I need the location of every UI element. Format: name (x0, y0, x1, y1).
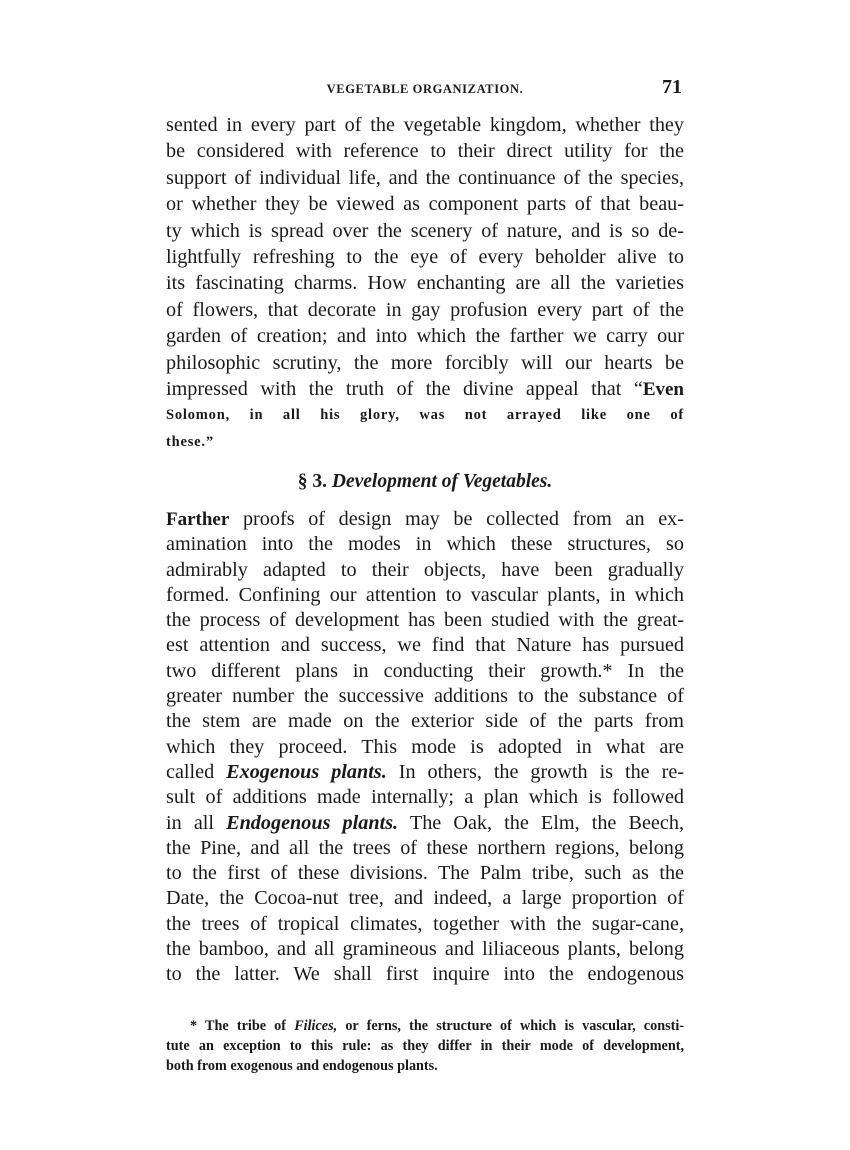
text-line-rest: proofs of design may be collected from an ex- (229, 508, 684, 530)
text-span: * The tribe of (190, 1018, 295, 1034)
footnote (166, 1016, 684, 1076)
text-line-lead: impressed with the truth of the divine appeal that “ (166, 377, 643, 400)
text-span: In others, the growth is the re- (386, 760, 684, 783)
text-line: two different plans in conducting their growth.* In the (166, 659, 684, 682)
text-line: be considered with reference to their direct utility for the (166, 140, 684, 163)
text-line: est attention and success, we find that Nature has pursued (166, 634, 684, 657)
text-span: or ferns, the structure of which is vascular, consti- (337, 1018, 684, 1034)
text-span: in all (166, 811, 227, 834)
text-line: ty which is spread over the scenery of nature, and is so de- (166, 219, 684, 242)
text-line: to the latter. We shall first inquire into the endogenous (166, 963, 684, 986)
paragraph-1 (166, 112, 684, 455)
text-line: the process of development has been studied with the great- (166, 609, 684, 632)
section-title: Development of Vegetables. (331, 471, 553, 492)
drop-lead-word: Farther (166, 509, 230, 530)
text-line: its fascinating charms. How enchanting are all the varieties (166, 272, 684, 295)
text-line: philosophic scrutiny, the more forcibly will our hearts be (166, 351, 684, 374)
text-line: greater number the successive additions to the substance of (166, 685, 684, 708)
running-head (166, 76, 684, 102)
text-line: to the first of these divisions. The Palm tribe, such as the (166, 862, 684, 885)
section-number: § 3. (297, 471, 327, 492)
text-line: amination into the modes in which these structures, so (166, 533, 684, 556)
running-title: VEGETABLE ORGANIZATION. (326, 82, 524, 96)
text-line: of flowers, that decorate in gay profusion every part of the (166, 298, 684, 321)
text-line: the stem are made on the exterior side of the parts from (166, 710, 684, 733)
text-line: admirably adapted to their objects, have been gradually (166, 558, 684, 581)
text-line: sult of additions made internally; a plan which is followed (166, 786, 684, 809)
section-heading (166, 470, 684, 494)
page-number: 71 (662, 76, 682, 98)
quote-small-caps-end: these.” (166, 433, 214, 450)
text-line: lightfully refreshing to the eye of every beholder alive to (166, 245, 684, 268)
text-span: called (166, 760, 227, 783)
text-line: formed. Confining our attention to vascular plants, in which (166, 583, 684, 606)
text-line-quote-start (166, 376, 684, 402)
text-line: sented in every part of the vegetable kingdom, whether they (166, 114, 684, 136)
term-endogenous: Endogenous plants. (226, 811, 399, 834)
footnote-line: tute an exception to this rule: as they differ in their mode of development, (166, 1038, 684, 1054)
term-exogenous: Exogenous plants. (226, 760, 387, 783)
text-line: which they proceed. This mode is adopted in what are (166, 735, 684, 758)
paragraph-2 (166, 507, 684, 988)
text-line: garden of creation; and into which the farther we carry our (166, 325, 684, 348)
text-line-first (166, 507, 684, 532)
text-line: the Pine, and all the trees of these northern regions, belong (166, 836, 684, 859)
text-line: the bamboo, and all gramineous and liliaceous plants, belong (166, 938, 684, 961)
quote-small-caps-lead: Even (642, 378, 684, 400)
term-filices: Filices, (294, 1018, 338, 1034)
text-line: support of individual life, and the continuance of the species, (166, 166, 684, 189)
quote-small-caps-line: Solomon, in all his glory, was not arrayed like one of (166, 407, 684, 424)
text-span: The Oak, the Elm, the Beech, (398, 811, 684, 834)
text-line: or whether they be viewed as component parts of that beau- (166, 193, 684, 216)
text-line-italic (166, 811, 684, 836)
footnote-line (166, 1016, 684, 1036)
text-line: the trees of tropical climates, together with the sugar-cane, (166, 912, 684, 935)
text-line-italic (166, 760, 684, 785)
footnote-line: both from exogenous and endogenous plants. (166, 1058, 438, 1074)
text-line: Date, the Cocoa-nut tree, and indeed, a large proportion of (166, 887, 684, 910)
